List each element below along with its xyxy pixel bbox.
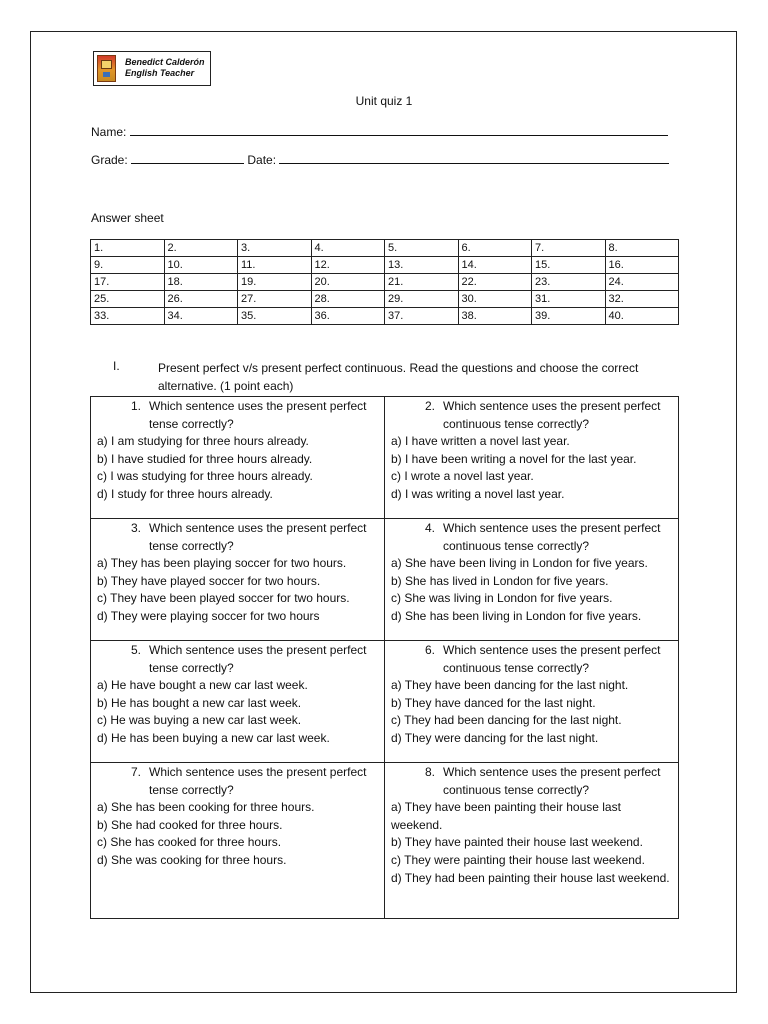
- answer-row: [91, 274, 679, 291]
- question-text: Which sentence uses the present perfect continuous tense correctly?: [443, 643, 661, 675]
- answer-sheet-heading: Answer sheet: [91, 211, 164, 225]
- answer-option: a) I am studying for three hours already.: [97, 434, 309, 449]
- question-stem: [391, 642, 678, 677]
- question-stem: [391, 520, 678, 555]
- answer-option: c) They had been dancing for the last night.: [391, 713, 622, 728]
- date-field[interactable]: [279, 152, 669, 164]
- answer-option: a) They have been dancing for the last night.: [391, 678, 629, 693]
- answer-option: c) She has cooked for three hours.: [97, 835, 282, 850]
- question-stem: [391, 764, 678, 799]
- answer-cell[interactable]: 26.: [164, 291, 238, 308]
- answer-row: [91, 240, 679, 257]
- answer-option: a) I have written a novel last year.: [391, 434, 570, 449]
- answer-option: a) They has been playing soccer for two hours.: [97, 556, 347, 571]
- answer-cell[interactable]: 14.: [458, 257, 532, 274]
- answer-cell[interactable]: 13.: [385, 257, 459, 274]
- crest-icon: [97, 55, 116, 82]
- page-title: Unit quiz 1: [355, 94, 413, 108]
- question-cell: [385, 641, 679, 763]
- question-number: 3.: [130, 521, 141, 535]
- answer-cell[interactable]: 33.: [91, 308, 165, 325]
- answer-option: d) They were dancing for the last night.: [391, 730, 599, 745]
- answer-cell[interactable]: 10.: [164, 257, 238, 274]
- answer-cell[interactable]: 17.: [91, 274, 165, 291]
- answer-option: c) He was buying a new car last week.: [97, 713, 302, 728]
- teacher-logo: [93, 51, 211, 86]
- question-cell: [91, 397, 385, 519]
- answer-cell[interactable]: 39.: [532, 308, 606, 325]
- logo-name: Benedict Calderón: [125, 57, 205, 67]
- question-stem: [97, 764, 384, 799]
- answer-cell[interactable]: 18.: [164, 274, 238, 291]
- question-text: Which sentence uses the present perfect tense correctly?: [149, 521, 367, 553]
- question-row: [91, 519, 679, 641]
- answer-cell[interactable]: 1.: [91, 240, 165, 257]
- answer-option: a) She has been cooking for three hours.: [97, 800, 315, 815]
- question-text: Which sentence uses the present perfect continuous tense correctly?: [443, 521, 661, 553]
- answer-option: b) They have played soccer for two hours.: [97, 573, 321, 588]
- answer-option: c) They have been played soccer for two hours.: [97, 591, 350, 606]
- answer-cell[interactable]: 6.: [458, 240, 532, 257]
- answer-cell[interactable]: 2.: [164, 240, 238, 257]
- question-text: Which sentence uses the present perfect tense correctly?: [149, 765, 367, 797]
- question-number: 1.: [130, 399, 141, 413]
- answer-option: d) She was cooking for three hours.: [97, 852, 287, 867]
- name-label: Name:: [91, 125, 127, 139]
- answer-cell[interactable]: 40.: [605, 308, 679, 325]
- answer-option: b) They have painted their house last weekend.: [391, 835, 643, 850]
- answer-row: [91, 308, 679, 325]
- question-cell: [385, 519, 679, 641]
- answer-cell[interactable]: 4.: [311, 240, 385, 257]
- section-instructions: Present perfect v/s present perfect continuous. Read the questions and choose the correct alternative. (1 point each): [158, 361, 639, 393]
- question-number: 6.: [424, 643, 435, 657]
- answer-cell[interactable]: 3.: [238, 240, 312, 257]
- answer-cell[interactable]: 19.: [238, 274, 312, 291]
- answer-cell[interactable]: 37.: [385, 308, 459, 325]
- grade-field[interactable]: [131, 152, 244, 164]
- question-stem: [97, 642, 384, 677]
- answer-cell[interactable]: 34.: [164, 308, 238, 325]
- answer-option: c) I was studying for three hours already.: [97, 469, 313, 484]
- answer-cell[interactable]: 25.: [91, 291, 165, 308]
- answer-cell[interactable]: 22.: [458, 274, 532, 291]
- grade-date-row: [91, 152, 669, 167]
- question-cell: [91, 519, 385, 641]
- answer-cell[interactable]: 28.: [311, 291, 385, 308]
- answer-cell[interactable]: 36.: [311, 308, 385, 325]
- answer-option: b) I have been writing a novel for the last year.: [391, 451, 637, 466]
- answer-cell[interactable]: 38.: [458, 308, 532, 325]
- question-row: [91, 641, 679, 763]
- answer-cell[interactable]: 27.: [238, 291, 312, 308]
- answer-option: b) I have studied for three hours already.: [97, 451, 313, 466]
- answer-option: d) They were playing soccer for two hours: [97, 608, 320, 623]
- question-number: 8.: [424, 765, 435, 779]
- question-number: 2.: [424, 399, 435, 413]
- question-text: Which sentence uses the present perfect tense correctly?: [149, 399, 367, 431]
- answer-option: b) She has lived in London for five years.: [391, 573, 609, 588]
- question-cell: [91, 641, 385, 763]
- question-cell: [91, 763, 385, 919]
- answer-cell[interactable]: 15.: [532, 257, 606, 274]
- answer-cell[interactable]: 24.: [605, 274, 679, 291]
- answer-cell[interactable]: 31.: [532, 291, 606, 308]
- answer-cell[interactable]: 11.: [238, 257, 312, 274]
- answer-cell[interactable]: 7.: [532, 240, 606, 257]
- answer-cell[interactable]: 5.: [385, 240, 459, 257]
- question-text: Which sentence uses the present perfect continuous tense correctly?: [443, 765, 661, 797]
- section-number: I.: [113, 359, 120, 373]
- question-stem: [391, 398, 678, 433]
- name-field[interactable]: [130, 124, 668, 136]
- answer-sheet-table: [90, 239, 679, 325]
- question-cell: [385, 397, 679, 519]
- answer-option: c) She was living in London for five years.: [391, 591, 613, 606]
- question-stem: [97, 520, 384, 555]
- answer-cell[interactable]: 9.: [91, 257, 165, 274]
- answer-option: a) She have been living in London for five years.: [391, 556, 648, 571]
- answer-option: c) They were painting their house last weekend.: [391, 852, 645, 867]
- answer-cell[interactable]: 8.: [605, 240, 679, 257]
- answer-option: c) I wrote a novel last year.: [391, 469, 534, 484]
- answer-cell[interactable]: 35.: [238, 308, 312, 325]
- answer-option: d) They had been painting their house last weekend.: [391, 870, 670, 885]
- questions-table: [90, 396, 679, 919]
- question-number: 4.: [424, 521, 435, 535]
- question-row: [91, 763, 679, 919]
- answer-cell[interactable]: 32.: [605, 291, 679, 308]
- answer-cell[interactable]: 23.: [532, 274, 606, 291]
- answer-option: a) They have been painting their house last weekend.: [391, 800, 621, 832]
- answer-option: d) I was writing a novel last year.: [391, 486, 565, 501]
- grade-label: Grade:: [91, 153, 128, 167]
- answer-option: d) He has been buying a new car last week.: [97, 730, 330, 745]
- answer-cell[interactable]: 21.: [385, 274, 459, 291]
- answer-option: d) She has been living in London for five years.: [391, 608, 642, 623]
- question-number: 5.: [130, 643, 141, 657]
- answer-row: [91, 257, 679, 274]
- question-cell: [385, 763, 679, 919]
- answer-cell[interactable]: 20.: [311, 274, 385, 291]
- question-text: Which sentence uses the present perfect tense correctly?: [149, 643, 367, 675]
- logo-role: English Teacher: [125, 68, 195, 78]
- answer-option: b) She had cooked for three hours.: [97, 817, 283, 832]
- answer-option: d) I study for three hours already.: [97, 486, 273, 501]
- answer-row: [91, 291, 679, 308]
- answer-cell[interactable]: 12.: [311, 257, 385, 274]
- question-stem: [97, 398, 384, 433]
- answer-option: b) He has bought a new car last week.: [97, 695, 302, 710]
- question-text: Which sentence uses the present perfect continuous tense correctly?: [443, 399, 661, 431]
- date-label: Date:: [247, 153, 277, 167]
- question-number: 7.: [130, 765, 141, 779]
- answer-cell[interactable]: 16.: [605, 257, 679, 274]
- name-row: [91, 124, 668, 139]
- answer-cell[interactable]: 29.: [385, 291, 459, 308]
- answer-cell[interactable]: 30.: [458, 291, 532, 308]
- answer-option: a) He have bought a new car last week.: [97, 678, 308, 693]
- answer-option: b) They have danced for the last night.: [391, 695, 596, 710]
- question-row: [91, 397, 679, 519]
